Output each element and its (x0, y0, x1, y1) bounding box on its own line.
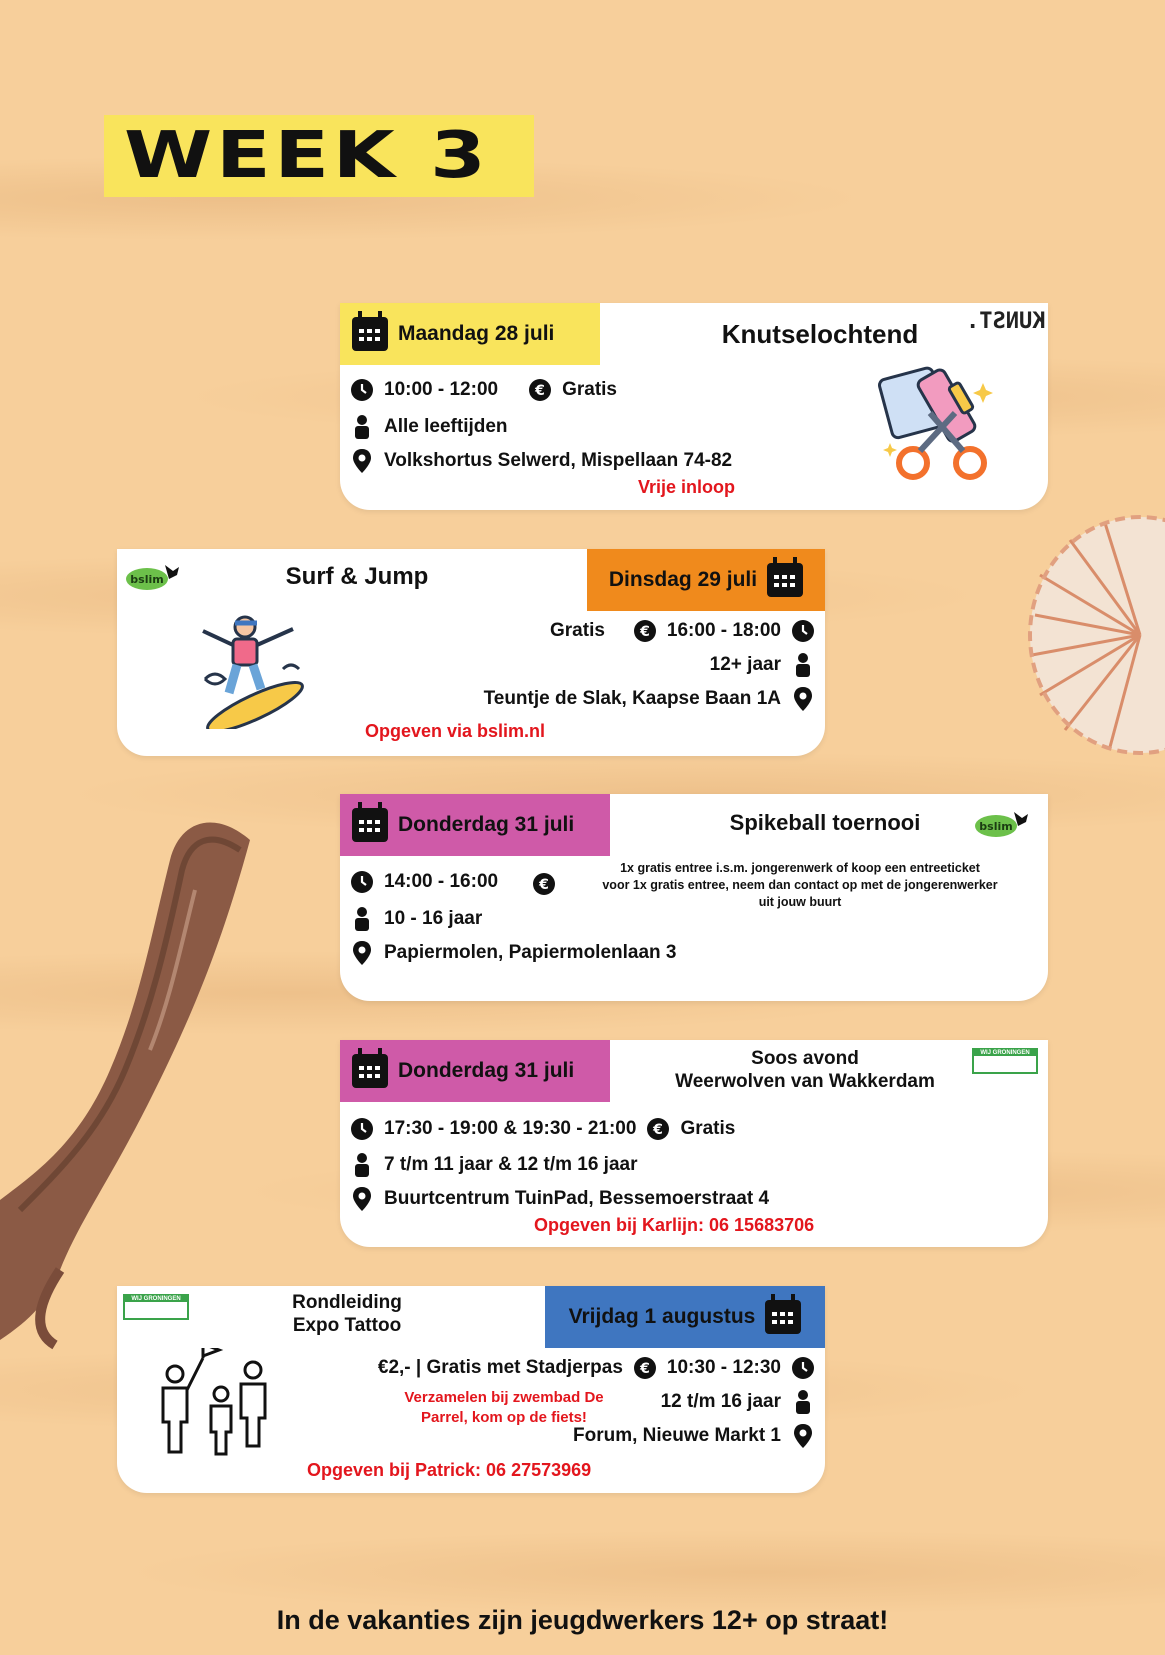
bslim-logo (974, 808, 1032, 838)
event-title (267, 1292, 427, 1338)
date-text: Donderdag 31 juli (398, 813, 575, 836)
location-text: Buurtcentrum TuinPad, Bessemoerstraat 4 (384, 1188, 770, 1209)
title-line: Expo Tattoo (292, 1314, 402, 1336)
price-info (562, 860, 1038, 911)
note-text: Opgeven bij Karlijn: 06 15683706 (534, 1215, 815, 1235)
price-line: voor 1x gratis entree, neem dan contact op met de jongerenwerker (602, 877, 998, 892)
title-line: Weerwolven van Wakkerdam (675, 1070, 935, 1092)
euro-icon (633, 619, 657, 643)
age-text: 12 t/m 16 jaar (660, 1391, 781, 1412)
age-row (350, 415, 508, 439)
age-row (350, 1153, 638, 1177)
location-pin-icon (350, 941, 374, 965)
age-text: 10 - 16 jaar (384, 908, 483, 929)
location-row (573, 1424, 815, 1448)
euro-icon (528, 378, 552, 402)
calendar-icon (352, 317, 388, 351)
kunst-logo: KUNST. (966, 309, 1046, 334)
age-row (661, 1390, 815, 1414)
note-text: Opgeven via bslim.nl (365, 721, 546, 741)
location-text: Teuntje de Slak, Kaapse Baan 1A (483, 688, 781, 709)
euro-icon (633, 1356, 657, 1380)
time-row (378, 1356, 815, 1380)
person-icon (791, 653, 815, 677)
price-text: Gratis (562, 379, 617, 400)
note-text: Vrije inloop (638, 477, 736, 497)
event-card-friday (117, 1286, 825, 1493)
calendar-icon (765, 1300, 801, 1334)
location-pin-icon (350, 449, 374, 473)
wij-groningen-logo (972, 1048, 1038, 1074)
location-text: Forum, Nieuwe Markt 1 (573, 1425, 781, 1446)
bslim-logo-text: bslim (979, 820, 1013, 833)
event-title: Knutselochtend (721, 319, 919, 349)
location-pin-icon (791, 687, 815, 711)
location-row (350, 449, 732, 473)
surfer-icon (195, 609, 315, 729)
wij-groningen-logo-text: WIJ GRONINGEN (125, 1296, 187, 1302)
date-label (545, 1286, 825, 1348)
person-icon (350, 1153, 374, 1177)
event-card-thursday-spikeball (340, 794, 1048, 1001)
date-text: Vrijdag 1 augustus (568, 1305, 756, 1328)
bslim-logo-text: bslim (130, 573, 164, 586)
time-text: 10:30 - 12:30 (666, 1357, 781, 1378)
time-text: 14:00 - 16:00 (384, 871, 499, 892)
svg-text:€: € (640, 1361, 650, 1377)
event-title: Surf & Jump (285, 563, 429, 590)
calendar-icon (352, 1054, 388, 1088)
date-label (340, 794, 610, 856)
svg-text:€: € (640, 624, 650, 640)
wij-groningen-logo (123, 1294, 189, 1320)
event-card-monday (340, 303, 1048, 510)
svg-text:€: € (539, 877, 549, 893)
person-icon (350, 415, 374, 439)
location-pin-icon (350, 1187, 374, 1211)
title-line: Soos avond (751, 1048, 859, 1069)
price-text: Gratis (550, 620, 605, 641)
date-label (340, 1040, 610, 1102)
time-row (350, 1117, 735, 1141)
event-card-tuesday (117, 549, 825, 756)
date-label (340, 303, 600, 365)
date-text: Dinsdag 29 juli (608, 568, 758, 591)
calendar-icon (767, 563, 803, 597)
euro-icon (646, 1117, 670, 1141)
meeting-point-note (379, 1388, 629, 1429)
event-title: Spikeball toernooi (729, 810, 921, 835)
price-line: 1x gratis entree i.s.m. jongerenwerk of koop een entreeticket (620, 861, 980, 875)
time-text: 16:00 - 18:00 (666, 620, 781, 641)
clock-icon (350, 378, 374, 402)
footer-message: In de vakanties zijn jeugdwerkers 12+ op straat! (276, 1605, 889, 1635)
time-row (350, 870, 498, 894)
note-text: Opgeven bij Patrick: 06 27573969 (307, 1460, 592, 1480)
time-text: 17:30 - 19:00 & 19:30 - 21:00 (384, 1118, 637, 1139)
craft-scissors-glue-icon (875, 363, 1005, 493)
clock-icon (350, 1117, 374, 1141)
week-heading-text: WEEK 3 (124, 119, 490, 193)
date-label (587, 549, 825, 611)
meeting-line: Parrel, kom op de fiets! (421, 1409, 587, 1427)
person-icon (350, 907, 374, 931)
event-title (640, 1048, 970, 1094)
svg-text:€: € (653, 1122, 664, 1138)
age-text: 7 t/m 11 jaar & 12 t/m 16 jaar (384, 1154, 638, 1175)
age-row (350, 907, 482, 931)
price-text: €2,- | Gratis met Stadjerpas (377, 1357, 623, 1378)
location-pin-icon (791, 1424, 815, 1448)
driftwood-illustration (0, 800, 270, 1360)
location-row (350, 1187, 769, 1211)
age-row (710, 653, 815, 677)
location-text: Papiermolen, Papiermolenlaan 3 (384, 942, 677, 963)
price-line: uit jouw buurt (758, 894, 842, 909)
week-heading (104, 115, 534, 197)
location-text: Volkshortus Selwerd, Mispellaan 74-82 (384, 450, 733, 471)
clock-icon (791, 619, 815, 643)
price-text: Gratis (680, 1118, 736, 1139)
wij-groningen-logo-text: WIJ GRONINGEN (974, 1050, 1036, 1056)
clock-icon (350, 870, 374, 894)
age-text: Alle leeftijden (384, 416, 508, 437)
event-card-thursday-soos (340, 1040, 1048, 1247)
age-text: 12+ jaar (709, 654, 781, 675)
time-text: 10:00 - 12:00 (384, 379, 499, 400)
location-row (350, 941, 677, 965)
meeting-line: Verzamelen bij zwembad De (404, 1389, 604, 1406)
bslim-logo (125, 561, 183, 591)
seashell-illustration (1020, 515, 1165, 755)
title-line: Rondleiding (292, 1292, 402, 1313)
calendar-icon (352, 808, 388, 842)
time-row (350, 378, 617, 402)
date-text: Donderdag 31 juli (398, 1059, 575, 1082)
time-row (550, 619, 815, 643)
svg-text:€: € (535, 383, 545, 399)
clock-icon (791, 1356, 815, 1380)
date-text: Maandag 28 juli (398, 322, 555, 345)
euro-icon (532, 872, 556, 896)
person-icon (791, 1390, 815, 1414)
tour-guide-group-icon (155, 1348, 275, 1458)
location-row (484, 687, 815, 711)
